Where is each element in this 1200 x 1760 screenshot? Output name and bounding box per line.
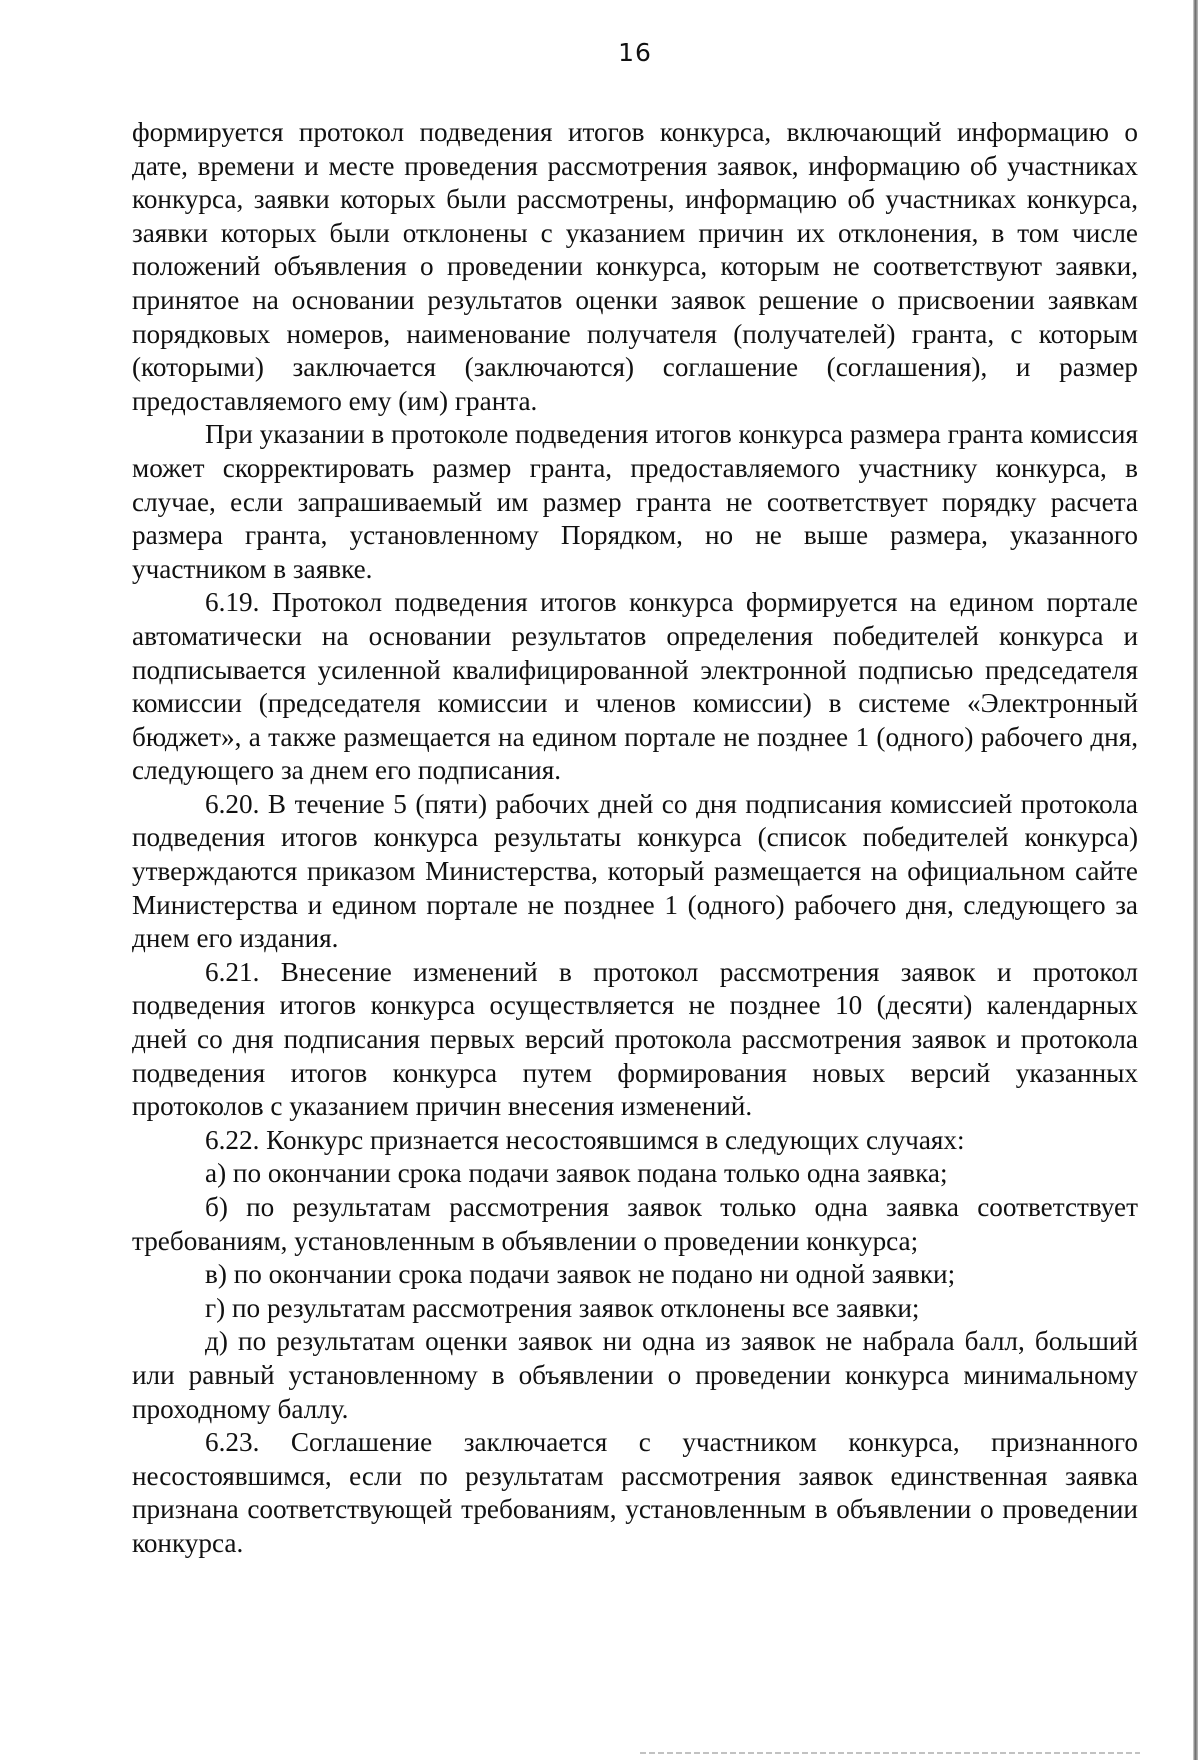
scan-edge-shadow — [1193, 0, 1198, 1760]
paragraph-6-19: 6.19. Протокол подведения итогов конкурса формируется на едином портале автоматически на основании результатов определения победителей конкурса и подписывается усиленной квалифицированной электронной подписью председателя комиссии (председателя комиссии и членов комиссии) в системе «Электронный бюджет», а также размещается на едином портале не позднее 1 (одного) рабочего дня, следующего за днем его подписания. — [132, 587, 1138, 786]
paragraph-6-21: 6.21. Внесение изменений в протокол рассмотрения заявок и протокол подведения итогов конкурса осуществляется не позднее 10 (десяти) календарных дней со дня подписания первых версий протокола рассмотрения заявок и протокола подведения итогов конкурса путем формирования новых версий указанных протоколов с указанием причин внесения изменений. — [132, 956, 1138, 1122]
scan-bottom-artifact — [640, 1752, 1140, 1754]
list-item-d: д) по результатам оценки заявок ни одна из заявок не набрала балл, больший или равный установленному в объявлении о проведении конкурса минимальному проходному баллу. — [132, 1326, 1138, 1424]
list-item-v: в) по окончании срока подачи заявок не подано ни одной заявки; — [205, 1259, 956, 1290]
list-item-g: г) по результатам рассмотрения заявок отклонены все заявки; — [205, 1292, 920, 1323]
document-body — [132, 116, 1138, 1561]
paragraph-6-23: 6.23. Соглашение заключается с участником конкурса, признанного несостоявшимся, если по результатам рассмотрения заявок единственная заявка признана соответствующей требованиям, установленным в объявлении о проведении конкурса. — [132, 1427, 1138, 1558]
list-item-a: а) по окончании срока подачи заявок подана только одна заявка; — [205, 1158, 948, 1189]
paragraph-protocol-contents: формируется протокол подведения итогов конкурса, включающий информацию о дате, времени и месте проведения рассмотрения заявок, информацию об участниках конкурса, заявки которых были рассмотрены, информацию об участниках конкурса, заявки которых были отклонены с указанием причин их отклонения, в том числе положений объявления о проведении конкурса, которым не соответствуют заявки, принятое на основании результатов оценки заявок решение о присвоении заявкам порядковых номеров, наименование получателя (получателей) гранта, с которым (которыми) заключается (заключаются) соглашение (соглашения), и размер предоставляемого ему (им) гранта. — [132, 117, 1138, 416]
page-number: 16 — [618, 38, 652, 67]
paragraph-grant-adjustment: При указании в протоколе подведения итогов конкурса размера гранта комиссия может скорректировать размер гранта, предоставляемого участнику конкурса, в случае, если запрашиваемый им размер гранта не соответствует порядку расчета размера гранта, установленному Порядком, но не выше размера, указанного участником в заявке. — [132, 419, 1138, 584]
list-item-b: б) по результатам рассмотрения заявок только одна заявка соответствует требованиям, установленным в объявлении о проведении конкурса; — [132, 1192, 1138, 1256]
paragraph-6-22: 6.22. Конкурс признается несостоявшимся в следующих случаях: — [205, 1124, 965, 1155]
paragraph-6-20: 6.20. В течение 5 (пяти) рабочих дней со дня подписания комиссией протокола подведения итогов конкурса результаты конкурса (список победителей конкурса) утверждаются приказом Министерства, который размещается на официальном сайте Министерства и едином портале не позднее 1 (одного) рабочего дня, следующего за днем его издания. — [132, 788, 1138, 954]
